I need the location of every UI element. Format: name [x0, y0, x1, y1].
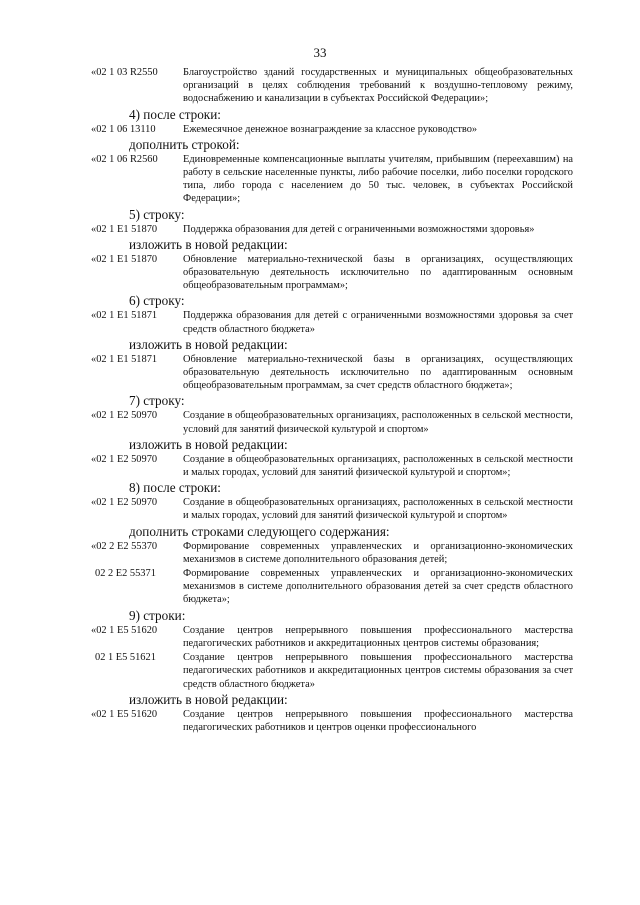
budget-code-entry	[91, 123, 573, 136]
amendment-instruction: дополнить строкой:	[129, 136, 240, 152]
budget-code: 02 1 E5 51621	[95, 652, 156, 664]
budget-code-description: Формирование современных управленческих и организационно-экономических механизмов в системе дополнительного образования детей за счет средств областного бюджета»;	[183, 568, 573, 606]
budget-code: «02 1 03 R2550	[91, 67, 158, 78]
amendment-instruction: 7) строку:	[129, 393, 185, 409]
amendment-instruction: 9) строки:	[129, 607, 186, 623]
budget-code: «02 1 06 R2560	[91, 153, 158, 165]
budget-code-description: Создание центров непрерывного повышения профессионального мастерства педагогических работников и аккредитационных центров системы образования за счет средств областного бюджета»	[183, 652, 573, 690]
budget-code-description: Создание в общеобразовательных организациях, расположенных в сельской местности и малых городах, условий для занятий физической культурой и спортом»	[183, 497, 573, 522]
budget-code: «02 1 E1 51870	[91, 253, 158, 265]
budget-code: «02 1 06 13110	[91, 123, 156, 135]
document-body	[91, 66, 573, 734]
budget-code-entry	[91, 309, 573, 335]
amendment-instruction: изложить в новой редакции:	[129, 236, 288, 252]
budget-code-entry	[91, 496, 573, 522]
budget-code-description: Создание центров непрерывного повышения профессионального мастерства педагогических работников и аккредитационных центров системы образования;	[183, 624, 573, 649]
amendment-instruction: 6) строку:	[129, 293, 185, 309]
budget-code-description: Благоустройство зданий государственных и муниципальных общеобразовательных организаций в целях соблюдения требований к воздушно-тепловому режиму, водоснабжению и канализации в субъектах Российской Федерации»;	[183, 67, 573, 105]
budget-code-description: Поддержка образования для детей с ограниченными возможностями здоровья за счет средств областного бюджета»	[183, 310, 573, 335]
budget-code: «02 1 E1 51871	[91, 310, 158, 322]
budget-code: «02 1 E2 50970	[91, 497, 158, 509]
budget-code-description: Поддержка образования для детей с ограниченными возможностями здоровья»	[183, 223, 535, 235]
budget-code-entry	[91, 409, 573, 435]
budget-code-entry	[91, 223, 573, 236]
budget-code-entry	[91, 540, 573, 566]
amendment-instruction: дополнить строками следующего содержания:	[129, 523, 390, 539]
budget-code: «02 1 E1 51870	[91, 223, 158, 235]
budget-code: 02 2 E2 55371	[95, 568, 156, 580]
budget-code-description: Единовременные компенсационные выплаты учителям, прибывшим (переехавшим) на работу в сельские населенные пункты, либо рабочие поселки, либо поселки городского типа, либо города с населением до 50 тыс. человек, в субъектах Российской Федерации»;	[183, 153, 573, 205]
budget-code-entry	[91, 153, 573, 206]
budget-code: «02 1 E2 50970	[91, 453, 158, 465]
amendment-instruction: изложить в новой редакции:	[129, 436, 288, 452]
budget-code-entry	[91, 253, 573, 293]
budget-code-entry	[91, 453, 573, 479]
amendment-instruction: изложить в новой редакции:	[129, 691, 288, 707]
budget-code-entry	[91, 651, 573, 691]
amendment-instruction: 4) после строки:	[129, 106, 221, 122]
budget-code: «02 1 E1 51871	[91, 353, 158, 365]
amendment-instruction: 8) после строки:	[129, 480, 221, 496]
amendment-instruction: 5) строку:	[129, 206, 185, 222]
budget-code-description: Создание в общеобразовательных организациях, расположенных в сельской местности и малых городах, условий для занятий физической культурой и спортом»;	[183, 453, 573, 479]
budget-code-description: Формирование современных управленческих и организационно-экономических механизмов в системе дополнительного образования детей;	[183, 540, 573, 565]
page-number: 33	[313, 45, 327, 60]
budget-code: «02 1 E2 50970	[91, 410, 158, 422]
budget-code-entry	[91, 624, 573, 650]
budget-code-entry	[91, 567, 573, 607]
amendment-instruction: изложить в новой редакции:	[129, 336, 288, 352]
budget-code-description: Создание центров непрерывного повышения профессионального мастерства педагогических работников и центров оценки профессионального	[183, 708, 573, 733]
budget-code-description: Обновление материально-технической базы в организациях, осуществляющих образовательную деятельность исключительно по адаптированным основным общеобразовательным программам»;	[183, 253, 573, 292]
budget-code-description: Обновление материально-технической базы в организациях, осуществляющих образовательную деятельность исключительно по адаптированным основным общеобразовательным программам, за счет средств областного бюджета»;	[183, 353, 573, 392]
budget-code: «02 1 E5 51620	[91, 708, 158, 720]
budget-code-entry	[91, 353, 573, 393]
budget-code-entry	[91, 66, 573, 106]
budget-code-description: Создание в общеобразовательных организациях, расположенных в сельской местности, условий для занятий физической культурой и спортом»	[183, 410, 573, 435]
budget-code: «02 2 E2 55370	[91, 540, 158, 552]
budget-code-description: Ежемесячное денежное вознаграждение за классное руководство»	[183, 123, 478, 135]
budget-code-entry	[91, 708, 573, 734]
budget-code: «02 1 E5 51620	[91, 624, 158, 636]
